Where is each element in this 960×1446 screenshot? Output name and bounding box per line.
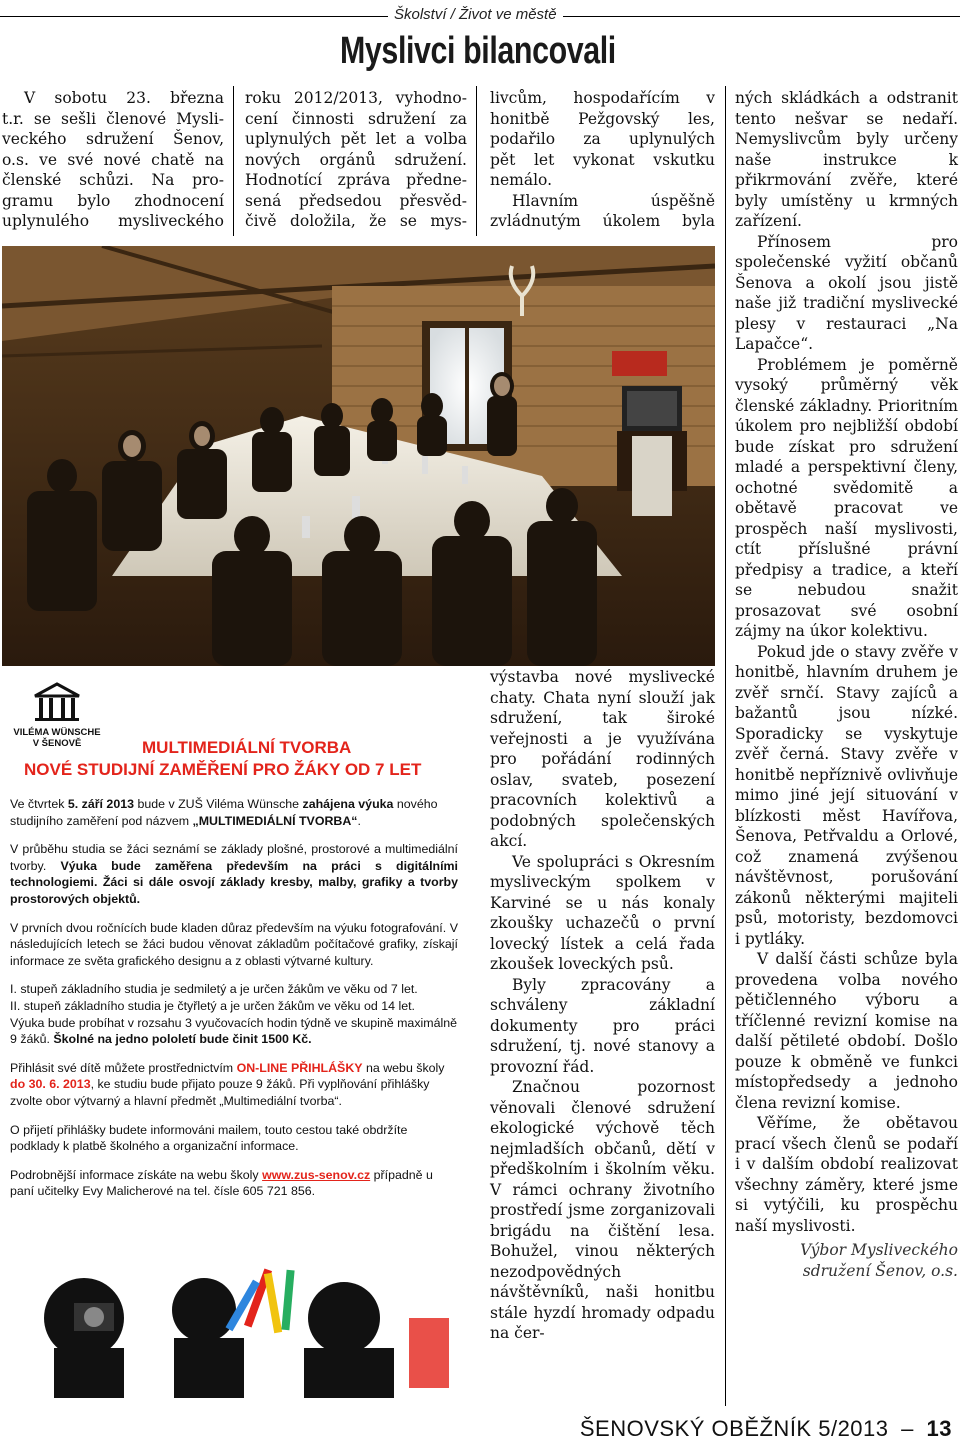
- article-title: Myslivci bilancovali: [340, 30, 616, 72]
- children-illustration-art: [14, 1248, 454, 1398]
- ad-text: případně u paní učitelky Evy Malicherové na tel. čísle 605 721 856.: [10, 1167, 433, 1199]
- col4-paragraph: V další části schůze byla provedena volba nového pětičlenného výboru a tříčlenné revizní komise na další pětileté období. Došlo pouze k obměně ve funkci místopředsedy a jednoho člena revizní komise.: [735, 950, 958, 1112]
- ad-text: V průběhu studia se žáci seznámí se základy plošné, prostorové a multimediální tvorby.: [10, 842, 458, 873]
- col3-line: honitbě Pežgovský les,: [490, 109, 715, 128]
- ad-text: na webu školy: [362, 1060, 445, 1075]
- column-1: [2, 88, 224, 232]
- ad-text: Přihlásit své dítě můžete prostřednictvím: [10, 1060, 237, 1075]
- ad-text: Výuka bude probíhat v rozsahu 3 vyučovacích hodin týdně ve skupině maximálně 9 žáků.: [10, 1015, 458, 1047]
- publication-name: ŠENOVSKÝ OBĚŽNÍK 5/2013: [579, 1416, 889, 1441]
- col2-line: uplynulých pět let a volba: [245, 130, 467, 148]
- signature-line: sdružení Šenov, o.s.: [802, 1261, 958, 1280]
- col1-line: V sobotu 23. března: [24, 89, 224, 107]
- meeting-photo: [2, 246, 715, 666]
- ad-paragraph-7: [10, 1167, 458, 1200]
- col1-line: veckého sdružení Šenov,: [2, 130, 224, 148]
- col4-paragraph: Věříme, že obětavou prací všech členů se podaří i v dalším období realizovat všechny záměry, které jsme si vytýčili, ku prospěchu naší myslivosti.: [735, 1114, 958, 1235]
- ad-paragraph-5: [10, 1060, 458, 1110]
- page-number: 13: [926, 1416, 952, 1441]
- col1-line: gramu bylo zhodnocení: [2, 191, 224, 210]
- ad-tuition: Školné na jedno pololetí bude činit 1500 Kč.: [53, 1032, 312, 1047]
- ad-body: [10, 796, 458, 1200]
- column-divider: [476, 86, 477, 236]
- ad-text-bold: Výuka bude zaměřena především na práci s digitálními technologiemi. Žáci si dále osvojí základy kresby, malby, grafiky a tvorby prostorových objektů.: [10, 858, 458, 906]
- col2-line: cení činnosti sdružení za: [245, 109, 467, 128]
- col2-line: nových orgánů sdružení.: [245, 150, 467, 169]
- ad-text: bude v ZUŠ Viléma Wünsche: [134, 797, 303, 811]
- school-advertisement: [2, 672, 477, 1400]
- col3-paragraph: výstavba nové myslivecké chaty. Chata nyní slouží jak sdružení, tak široké veřejnosti a je využívána pro pořádání rodinných oslav, svateb, posezení pracovních kolektivů a podobných společenských akcí.: [490, 668, 715, 850]
- ad-heading-1: MULTIMEDIÁLNÍ TVORBA: [142, 738, 352, 757]
- online-application-link[interactable]: ON-LINE PŘIHLÁŠKY: [236, 1060, 363, 1075]
- col3-line: podařilo za uplynulých: [490, 130, 715, 148]
- meeting-photo-illustration: [2, 246, 715, 666]
- footer-separator: –: [901, 1416, 914, 1441]
- ad-date: 5. září 2013: [67, 797, 134, 811]
- col3-paragraph: Ve spolupráci s Okresním mysliveckým spolkem v Karviné se u nás konaly zkoušky uchazečů o první lovecký lístek a celá řada zkoušek loveckých psů.: [490, 852, 715, 973]
- col3-paragraph: Značnou pozornost věnovali členové sdružení ekologické výchově těch nejmladších občanů, dětí v předškolním i školním věku. V rámci ochrany životního prostředí jsme zorganizovali brigádu na čištění lesa. Bohužel, vinou některých nezodpovědných návštěvníků, naši honitbu stále hyzdí hromady odpadu na čer-: [490, 1078, 715, 1342]
- col1-line: uplynulého mysliveckého: [2, 212, 224, 230]
- ad-text: , ke studiu bude přijato pouze 9 žáků. Při vyplňování přihlášky zvolte obor výtvarný a hlavní předmět „Multimediální tvorba“.: [10, 1077, 430, 1108]
- ad-paragraph-4: [10, 981, 458, 1047]
- col3-line: zvládnutým úkolem byla: [490, 212, 715, 230]
- ad-heading-2: NOVÉ STUDIJNÍ ZAMĚŘENÍ PRO ŽÁKY OD 7 LET: [24, 760, 422, 779]
- col4-paragraph: Přínosem pro společenské vyžití občanů Šenova a okolí jsou jistě naše již tradiční myslivecké plesy v restauraci „Na Lapačce“.: [735, 232, 958, 353]
- ad-paragraph-6: O přijetí přihlášky budete informováni mailem, touto cestou také obdržíte podklady k platbě školného a organizační informace.: [10, 1122, 408, 1154]
- column-3-bottom: [490, 667, 715, 1344]
- column-4: [735, 88, 958, 1281]
- school-website-link[interactable]: www.zus-senov.cz: [262, 1167, 371, 1182]
- ad-text-bold: zahájena výuka: [302, 797, 394, 811]
- school-name-1: VILÉMA WÜNSCHE: [13, 727, 101, 738]
- column-divider: [725, 86, 726, 1406]
- col2-line: roku 2012/2013, vyhodno-: [245, 89, 467, 107]
- page-footer: [580, 1416, 952, 1442]
- ad-text: II. stupeň základního studia je čtyřletý a je určen žákům ve věku od 14 let.: [10, 998, 415, 1013]
- col2-line: čivě doložila, že se mys-: [245, 212, 467, 230]
- section-label: Školství / Život ve městě: [388, 6, 563, 23]
- col4-paragraph: ných skládkách a odstranit tento nešvar se nedaří. Nemyslivcům byly určeny naše instrukce k přikrmování zvěře, které byly umístěny u krmných zařízení.: [735, 89, 958, 230]
- ad-paragraph-3: V prvních dvou ročnících bude kladen důraz především na výuku fotografování. V následujících letech se žáci budou věnovat základům počítačové grafiky, získají informace ze světa grafického designu a z oblasti výtvarné kultury.: [10, 920, 458, 968]
- ad-text: I. stupeň základního studia je sedmiletý a je určen žákům ve věku od 7 let.: [10, 982, 418, 997]
- ad-text: Podrobnější informace získáte na webu školy: [10, 1167, 263, 1182]
- ad-paragraph-1: [10, 796, 458, 829]
- col1-line: t.r. se sešli členové Mysli-: [2, 109, 224, 128]
- school-name-2: V ŠENOVĚ: [32, 738, 82, 749]
- ad-text: .: [357, 813, 361, 828]
- col4-paragraph: Problémem je poměrně vysoký průměrný věk členské základny. Prioritním úkolem pro nejbližší období bude získat pro sdružení mladé a perspektivní členy, ochotné svědomitě a obětavě pracovat ve prospěch naší myslivosti, ctít příslušné právní předpisy a tradice, a kteří se nebudou snažit prosazovat své osobní zájmy na úkor kolektivu.: [735, 355, 958, 640]
- col2-line: Hodnotící zpráva předne-: [245, 171, 467, 189]
- col2-line: sená předsedou přesvěd-: [245, 191, 467, 210]
- ad-program-name: „MULTIMEDIÁLNÍ TVORBA“: [192, 813, 358, 828]
- ad-text: nového studijního zaměření pod názvem: [10, 797, 438, 828]
- ad-paragraph-2: [10, 841, 458, 907]
- col4-paragraph: Pokud jde o stavy zvěře v honitbě, hlavním druhem je zvěř srnčí. Stavy zajíců a bažantů jsou nízké. Sporadicky se vyskytuje zvěř černá. Stavy zvěře v honitbě nepříznivě ovlivňuje mimo jiné její situování v blízkosti měst Havířova, Šenova, Petřvaldu a Orlové, což znamená zvýšenou návštěvnost, porušování zákonů některými majiteli psů, motoristy, bezdomovci i pytláky.: [735, 642, 958, 948]
- col3-line: pět let vykonat vskutku: [490, 150, 715, 169]
- col3-line: livcům, hospodařícím v: [490, 89, 715, 107]
- signature-line: Výbor Mysliveckého: [800, 1241, 958, 1259]
- zus-logo-icon: [31, 682, 83, 722]
- col3-paragraph: Byly zpracovány a schváleny základní dokumenty pro práci sdružení, tj. nové stanovy a provozní řád.: [490, 975, 715, 1076]
- zus-logo: [12, 682, 102, 749]
- col3-line: Hlavním úspěšně: [512, 191, 715, 210]
- col1-line: o.s. ve své nové chatě na: [2, 150, 224, 169]
- signature: [735, 1240, 958, 1281]
- column-2: [245, 88, 467, 232]
- col3-line: nemálo.: [490, 171, 553, 189]
- ad-text: Ve čtvrtek: [10, 797, 68, 811]
- column-divider: [233, 86, 234, 236]
- children-illustration: [14, 1248, 454, 1398]
- column-3-top: [490, 88, 715, 232]
- col1-line: členské schůzi. Na pro-: [2, 171, 224, 189]
- ad-deadline: do 30. 6. 2013: [10, 1077, 91, 1092]
